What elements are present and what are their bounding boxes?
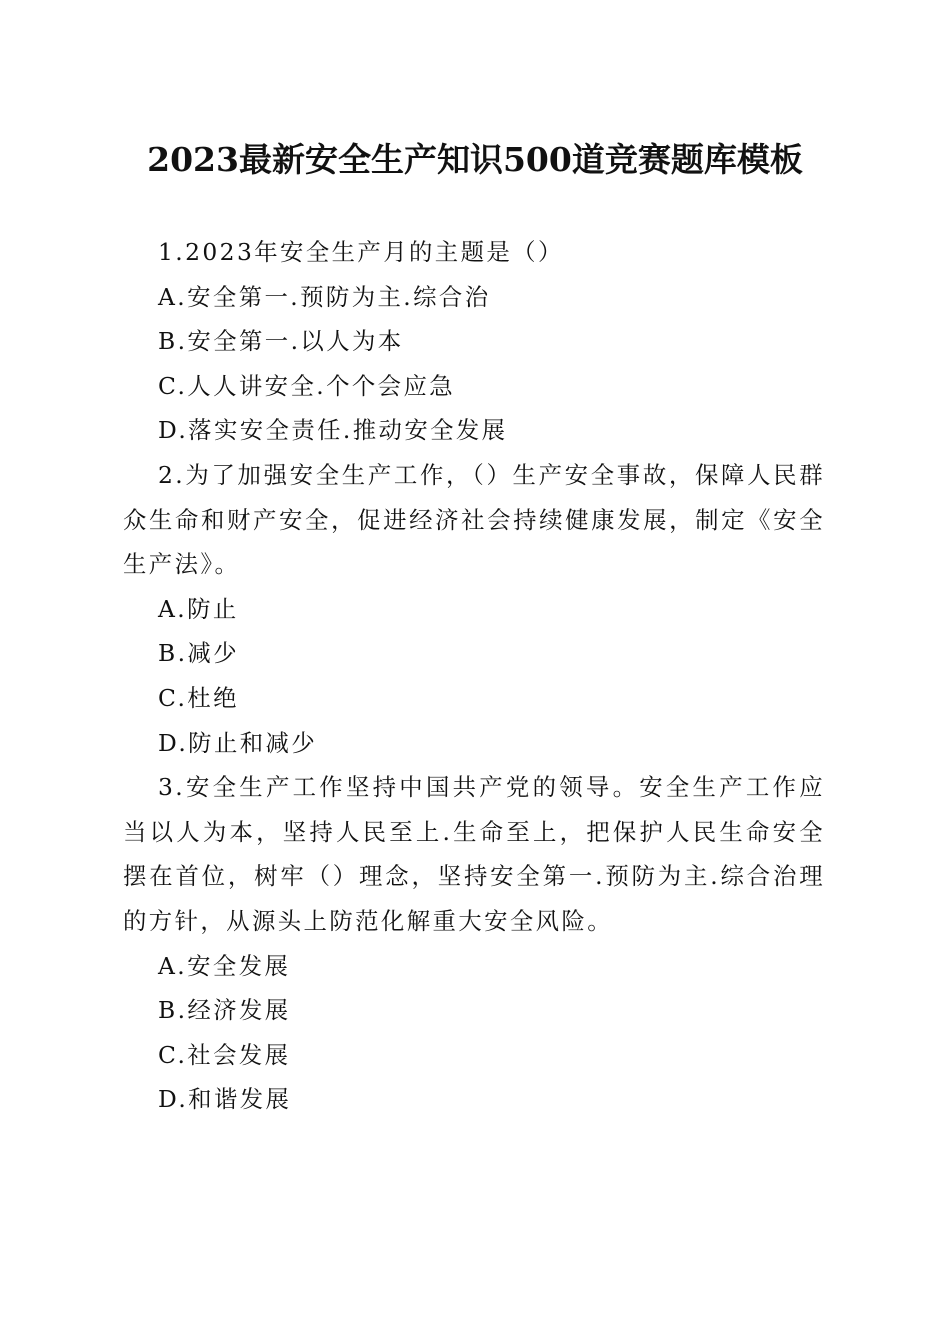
option-d: D.防止和减少	[158, 728, 318, 757]
question-list	[123, 230, 825, 1122]
option-c: C.社会发展	[158, 1040, 291, 1069]
option-a: A.防止	[158, 594, 239, 623]
question-2	[123, 453, 825, 765]
question-1	[123, 230, 825, 453]
option-c: C.杜绝	[158, 683, 239, 712]
option-d: D.和谐发展	[158, 1085, 292, 1114]
question-3	[123, 765, 825, 1122]
option-a: A.安全第一.预防为主.综合治	[158, 282, 491, 311]
question-stem: 3.安全生产工作坚持中国共产党的领导。安全生产工作应当以人为本，坚持人民至上.生命至上，把保护人民生命安全摆在首位，树牢（）理念，坚持安全第一.预防为主.综合治理的方针，从源头上防范化解重大安全风险。	[123, 773, 825, 935]
question-stem: 2.为了加强安全生产工作，（）生产安全事故，保障人民群众生命和财产安全，促进经济社会持续健康发展，制定《安全生产法》。	[123, 460, 825, 579]
question-stem: 1.2023年安全生产月的主题是（）	[158, 238, 564, 266]
option-c: C.人人讲安全.个个会应急	[158, 371, 456, 400]
document-title: 2023最新安全生产知识500道竞赛题库模板	[147, 140, 803, 179]
option-b: B.减少	[158, 639, 240, 668]
option-d: D.落实安全责任.推动安全发展	[158, 416, 508, 445]
option-b: B.安全第一.以人为本	[158, 327, 404, 356]
option-a: A.安全发展	[158, 951, 291, 980]
option-b: B.经济发展	[158, 996, 291, 1025]
